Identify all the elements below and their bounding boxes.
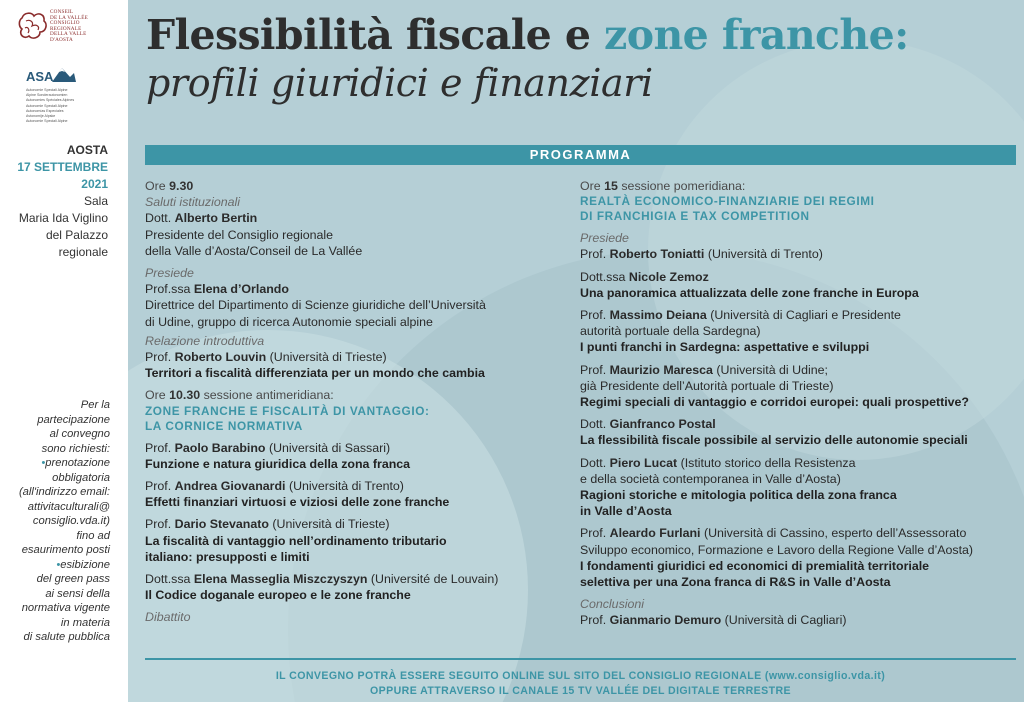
orlando-role: Direttrice del Dipartimento di Scienze giuridiche dell’Università [145, 298, 486, 313]
event-info [2, 142, 108, 261]
programma-header: PROGRAMMA [145, 145, 1016, 165]
speaker-barabino: Prof. Paolo Barabino (Università di Sassari) [145, 440, 391, 455]
asa-mountain-icon [26, 64, 76, 86]
session-time: Ore 10.30 sessione antimeridiana: [145, 388, 334, 403]
title-line-1: Flessibilità fiscale e zone franche: [146, 11, 909, 59]
orlando-role: di Udine, gruppo di ricerca Autonomie speciali alpine [145, 314, 433, 329]
talk-title: Il Codice doganale europeo e le zone franche [145, 588, 411, 603]
speaker-demuro: Prof. Gianmario Demuro (Università di Cagliari) [580, 613, 847, 628]
conclusioni-label: Conclusioni [580, 597, 645, 612]
talk-title: Funzione e natura giuridica della zona franca [145, 456, 411, 471]
talk-title: La fiscalità di vantaggio nell’ordinamento tributario [145, 533, 447, 548]
afternoon-time: Ore 15 sessione pomeridiana: [580, 179, 746, 193]
footer-line: IL CONVEGNO POTRÀ ESSERE SEGUITO ONLINE SUL SITO DEL CONSIGLIO REGIONALE (www.consiglio.vda.it) [275, 670, 886, 682]
speaker-zemoz: Dott.ssa Nicole Zemoz [580, 269, 709, 284]
talk-title: Effetti finanziari virtuosi e viziosi delle zone franche [145, 495, 450, 510]
dibattito-label: Dibattito [145, 610, 191, 625]
footer-divider [145, 658, 1016, 660]
session-title: LA CORNICE NORMATIVA [145, 418, 303, 433]
footer-note [145, 669, 1016, 698]
furlani-role: Sviluppo economico, Formazione e Lavoro della Regione Valle d’Aosta) [580, 542, 974, 557]
speaker-giovanardi: Prof. Andrea Giovanardi (Università di Trento) [145, 479, 404, 494]
relazione-label: Relazione introduttiva [145, 333, 265, 348]
speaker-louvin: Prof. Roberto Louvin (Università di Trieste) [145, 350, 387, 365]
council-logo-text: CONSEIL DE LA VALLÉE CONSIGLIO REGIONALE DELLA VALLE D'AOSTA [50, 9, 88, 43]
bertin-role: della Valle d’Aosta/Conseil de La Vallée [145, 243, 363, 258]
asa-logo-text: Autonomie Speciali Alpine Alpine Sonderautonomien Autonomies Spéciales Alpines Autonomie Speciali Alpine Autonomías Especiales Avtonomije Alpske Autonomie Speciali Alpine [26, 88, 75, 124]
left-sidebar [0, 0, 128, 702]
email-address: attivitaculturali@ [27, 500, 110, 513]
session-title: DI FRANCHIGIA E TAX COMPETITION [580, 209, 810, 224]
venue-line: Sala [83, 194, 108, 208]
session-title: ZONE FRANCHE E FISCALITÀ DI VANTAGGIO: [145, 403, 430, 418]
council-emblem-icon [18, 10, 48, 44]
event-date: 17 SETTEMBRE [17, 160, 108, 174]
council-logo [18, 8, 114, 54]
bullet-icon: • [41, 457, 46, 469]
title-accent: zone franche: [604, 11, 909, 59]
bertin-role: Presidente del Consiglio regionale [145, 227, 334, 242]
speaker-toniatti: Prof. Roberto Toniatti (Università di Trento) [580, 247, 823, 262]
session-title: REALTÀ ECONOMICO-FINANZIARIE DEI REGIMI [580, 194, 875, 209]
talk-title: Territori a fiscalità differenziata per un mondo che cambia [145, 366, 485, 381]
talk-title: in Valle d’Aosta [580, 504, 672, 519]
speaker-deiana: Prof. Massimo Deiana (Università di Cagliari e Presidente [580, 308, 901, 323]
title-line-2: profili giuridici e finanziari [146, 61, 653, 105]
talk-title: italiano: presupposti e limiti [145, 549, 310, 564]
speaker-bertin: Dott. Alberto Bertin [145, 211, 258, 226]
lucat-role: e della società contemporanea in Valle d’Aosta) [580, 471, 841, 486]
presiede-label: Presiede [145, 266, 194, 281]
event-city: AOSTA [66, 143, 108, 157]
venue-line: regionale [58, 245, 108, 259]
program-left-column [145, 178, 570, 626]
speaker-maresca: Prof. Maurizio Maresca (Università di Udine; [580, 362, 828, 377]
venue-line: del Palazzo [45, 228, 108, 242]
morning-time: Ore 9.30 [145, 179, 194, 193]
bullet-icon: • [56, 558, 61, 571]
talk-title: Una panoramica attualizzata delle zone franche in Europa [580, 285, 919, 300]
speaker-stevanato: Prof. Dario Stevanato (Università di Trieste) [145, 517, 390, 532]
speaker-postal: Dott. Gianfranco Postal [580, 417, 716, 432]
speaker-lucat: Dott. Piero Lucat (Istituto storico della Resistenza [580, 455, 856, 470]
talk-title: Ragioni storiche e mitologia politica della zona franca [580, 488, 897, 503]
talk-title: Regimi speciali di vantaggio e corridoi europei: quali prospettive? [580, 395, 970, 410]
maresca-role: già Presidente dell’Autorità portuale di Trieste) [580, 378, 834, 393]
venue-line: Maria Ida Viglino [18, 211, 108, 225]
event-year: 2021 [81, 177, 108, 191]
presiede-label: Presiede [580, 231, 629, 246]
talk-title: selettiva per una Zona franca di R&S in Valle d’Aosta [580, 575, 891, 590]
deiana-role: autorità portuale della Sardegna) [580, 324, 761, 339]
speaker-masseglia: Dott.ssa Elena Masseglia Miszczyszyn (Université de Louvain) [145, 572, 499, 587]
asa-logo [26, 64, 122, 134]
asa-logo-label: ASA [26, 69, 54, 84]
speaker-furlani: Prof. Aleardo Furlani (Università di Cassino, esperto dell’Assessorato [580, 526, 967, 541]
participation-note: Per la partecipazione al convegno sono richiesti: •prenotazione obbligatoria (all'indirizzo email: attivitaculturali@ consiglio.vda.it) fino ad esaurimento posti •esibizione del green pass ai sensi della normativa vigente in materia di salute pubblica [2, 398, 110, 645]
talk-title: La flessibilità fiscale possibile al servizio delle autonomie speciali [580, 433, 968, 448]
talk-title: I fondamenti giuridici ed economici di premialità territoriale [580, 558, 930, 573]
program-right-column [580, 178, 1016, 629]
speaker-orlando: Prof.ssa Elena d’Orlando [145, 282, 289, 297]
footer-line: OPPURE ATTRAVERSO IL CANALE 15 TV VALLÉE DEL DIGITALE TERRESTRE [370, 684, 791, 697]
talk-title: I punti franchi in Sardegna: aspettative e sviluppi [580, 340, 870, 355]
saluti-label: Saluti istituzionali [145, 195, 241, 210]
